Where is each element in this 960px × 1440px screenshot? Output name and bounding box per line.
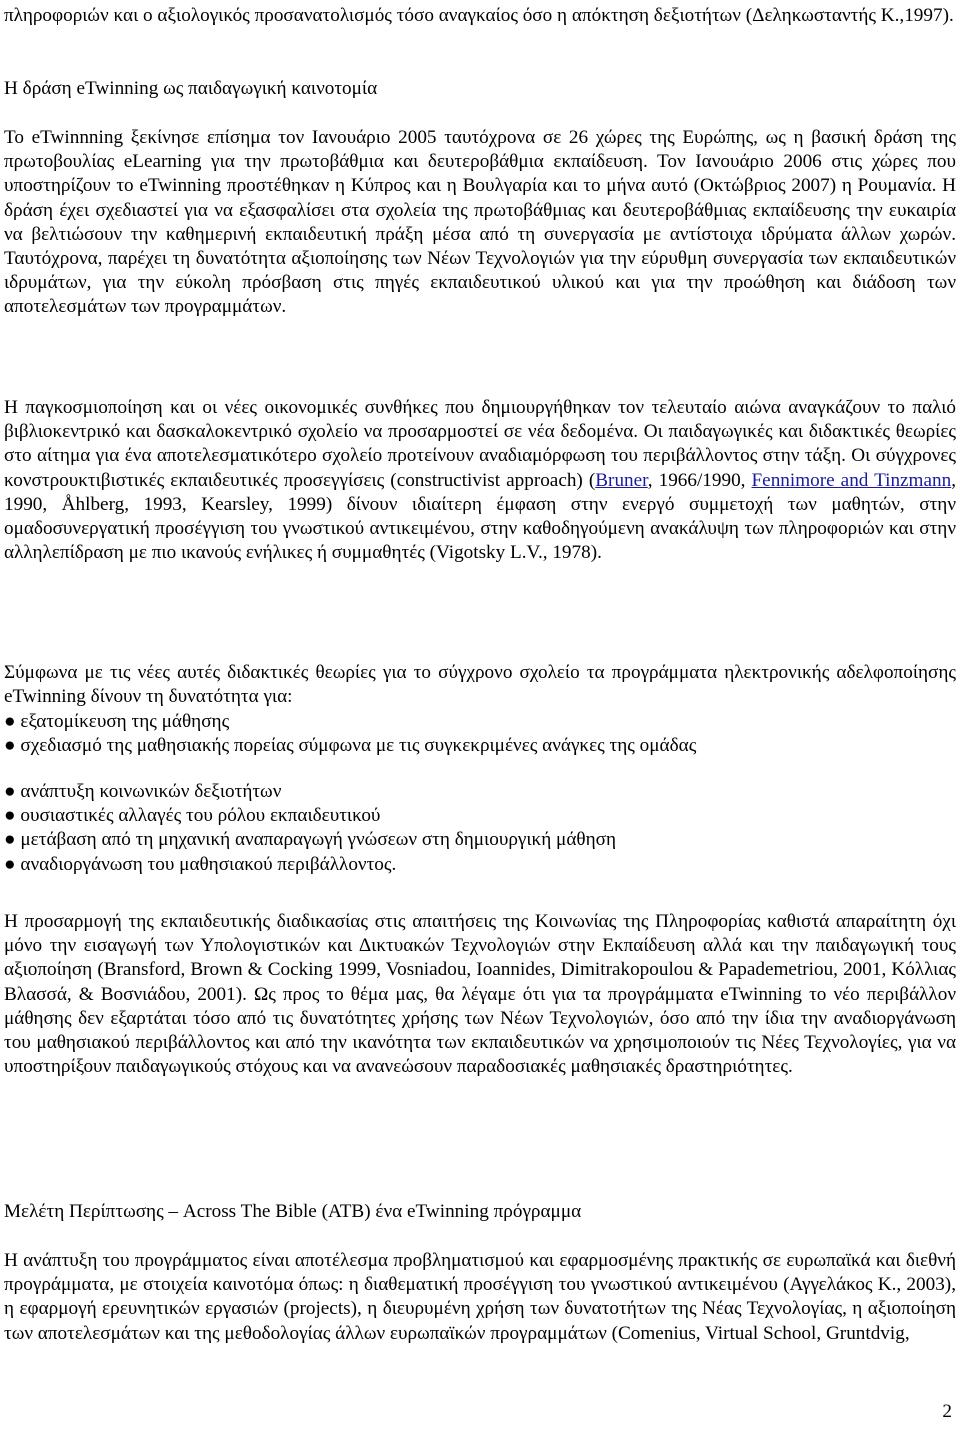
bullet-item: ● εξατομίκευση της μάθησης: [4, 711, 230, 732]
paragraph-globalization: [4, 396, 956, 565]
paragraph-globalization-text-c: , 1990, Åhlberg, 1993, Kearsley, 1999) δίνουν ιδιαίτερη έμφαση στην ενεργό συμμετοχή των μαθητών, στην ομαδοσυνεργατική προσέγγιση του γνωστικού αντικειμένου, στην καθοδηγούμενη ανακάλυψη των πληροφοριών και στην αλληλεπίδραση με πιο ικανούς ενήλικες ή συμμαθητές (Vigotsky L.V., 1978).: [4, 469, 956, 564]
fennimore-tinzmann-link[interactable]: Fennimore and Tinzmann: [751, 469, 952, 491]
bullet-item: ● μετάβαση από τη μηχανική αναπαραγωγή γνώσεων στη δημιουργική μάθηση: [4, 829, 616, 851]
bruner-link[interactable]: Bruner: [595, 469, 648, 491]
document-page: [4, 0, 956, 1440]
paragraph-according: Σύμφωνα με τις νέες αυτές διδακτικές θεωρίες για το σύγχρονο σχολείο τα προγράμματα ηλεκτρονικής αδελφοποίησης eTwinning δίνουν τη δυνατότητα για:: [4, 662, 956, 708]
bullet-list-b: [4, 780, 616, 877]
paragraph-etwinning: Το eTwinnning ξεκίνησε επίσημα τον Ιανουάριο 2005 ταυτόχρονα σε 26 χώρες της Ευρώπης, ως η βασική δράση της πρωτοβουλίας eLearning για την πρωτοβάθμια και δευτεροβάθμια εκπαίδευση. Τον Ιανουάριο 2006 στις χώρες που υποστηρίζουν το eTwinning προστέθηκαν η Κύπρος και η Βουλγαρία και το μήνα αυτό (Οκτώβριος 2007) η Ρουμανία. Η δράση έχει σχεδιαστεί για να εξασφαλίσει στα σχολεία της πρωτοβάθμιας και δευτεροβάθμιας εκπαίδευσης την ευκαιρία να βελτιώσουν την καθημερινή εκπαιδευτική πράξη μέσα από τη συνεργασία με αντίστοιχα ιδρύματα άλλων χωρών. Ταυτόχρονα, παρέχει τη δυνατότητα αξιοποίησης των Νέων Τεχνολογιών για την εύρυθμη συνεργασία των εκπαιδευτικών ιδρυμάτων, για την εύκολη πρόσβαση στις πηγές εκπαιδευτικού υλικού και για την προώθηση και διάδοση των αποτελεσμάτων των προγραμμάτων.: [4, 127, 956, 318]
paragraph-globalization-text-b: , 1966/1990,: [647, 469, 752, 491]
bullet-item: ● ανάπτυξη κοινωνικών δεξιοτήτων: [4, 781, 282, 802]
bullet-list-a: [4, 710, 696, 758]
section-heading-case-study: Μελέτη Περίπτωσης – Across The Bible (ATB) ένα eTwinning πρόγραμμα: [4, 1201, 582, 1222]
section-heading-etwinning: Η δράση eTwinning ως παιδαγωγική καινοτομία: [4, 78, 378, 99]
bullet-item: ● σχεδιασμό της μαθησιακής πορείας σύμφωνα με τις συγκεκριμένες ανάγκες της ομάδας: [4, 735, 697, 757]
paragraph-adaptation: Η προσαρμογή της εκπαιδευτικής διαδικασίας στις απαιτήσεις της Κοινωνίας της Πληροφορίας καθιστά απαραίτητη όχι μόνο την εισαγωγή των Υπολογιστικών και Δικτυακών Τεχνολογιών στην Εκπαίδευση αλλά και την παιδαγωγική τους αξιοποίηση (Bransford, Brown & Cocking 1999, Vosniadou, Ioannides, Dimitrakopoulou & Papademetriou, 2001, Κόλλιας Βλασσά, & Βοσνιάδου, 2001). Ως προς το θέμα μας, θα λέγαμε ότι για τα προγράμματα eTwinning το νέο περιβάλλον μάθησης δεν εξαρτάται τόσο από τις δυνατότητες χρήσης των Νέων Τεχνολογιών, όσο από την ίδια την αναδιοργάνωση του μαθησιακού περιβάλλοντος και από την ικανότητα των εκπαιδευτικών να χρησιμοποιούν τις Νέες Τεχνολογίες, για να υποστηρίξουν παιδαγωγικούς στόχους και να ανανεώσουν παραδοσιακές μαθησιακές δραστηριότητες.: [4, 911, 956, 1078]
bullet-item: ● ουσιαστικές αλλαγές του ρόλου εκπαιδευτικού: [4, 805, 381, 827]
page-number: 2: [942, 1401, 952, 1422]
bullet-item: ● αναδιοργάνωση του μαθησιακού περιβάλλοντος.: [4, 853, 397, 875]
paragraph-case-study: Η ανάπτυξη του προγράμματος είναι αποτέλεσμα προβληματισμού και εφαρμοσμένης πρακτικής σε ευρωπαϊκά και διεθνή προγράμματα, με στοιχεία καινοτόμα όπως: η διαθεματική προσέγγιση του γνωστικού αντικειμένου (Αγγελάκος Κ., 2003), η εφαρμογή ερευνητικών εργασιών (projects), η διευρυμένη χρήση των δυνατοτήτων της Νέας Τεχνολογίας, η αξιοποίηση των αποτελεσμάτων και της μεθοδολογίας άλλων ευρωπαϊκών προγραμμάτων (Comenius, Virtual School, Gruntdvig,: [4, 1250, 956, 1344]
paragraph-intro: πληροφοριών και ο αξιολογικός προσανατολισμός τόσο αναγκαίος όσο η απόκτηση δεξιοτήτων (Δεληκωσταντής Κ.,1997).: [4, 5, 954, 26]
paragraph-globalization-text-a: Η παγκοσμιοποίηση και οι νέες οικονομικές συνθήκες που δημιουργήθηκαν τον τελευταίο αιώνα αναγκάζουν το παλιό βιβλιοκεντρικό και δασκαλοκεντρικό σχολείο να προσαρμοστεί σε νέα δεδομένα. Οι παιδαγωγικές και διδακτικές θεωρίες στο αίτημα για ένα αποτελεσματικότερο σχολείο προτείνουν αναδιαμόρφωση του περιβάλλοντος στην τάξη. Οι σύγχρονες κονστρουκτιβιστικές εκπαιδευτικές προσεγγίσεις (constructivist approach) (: [4, 397, 956, 491]
